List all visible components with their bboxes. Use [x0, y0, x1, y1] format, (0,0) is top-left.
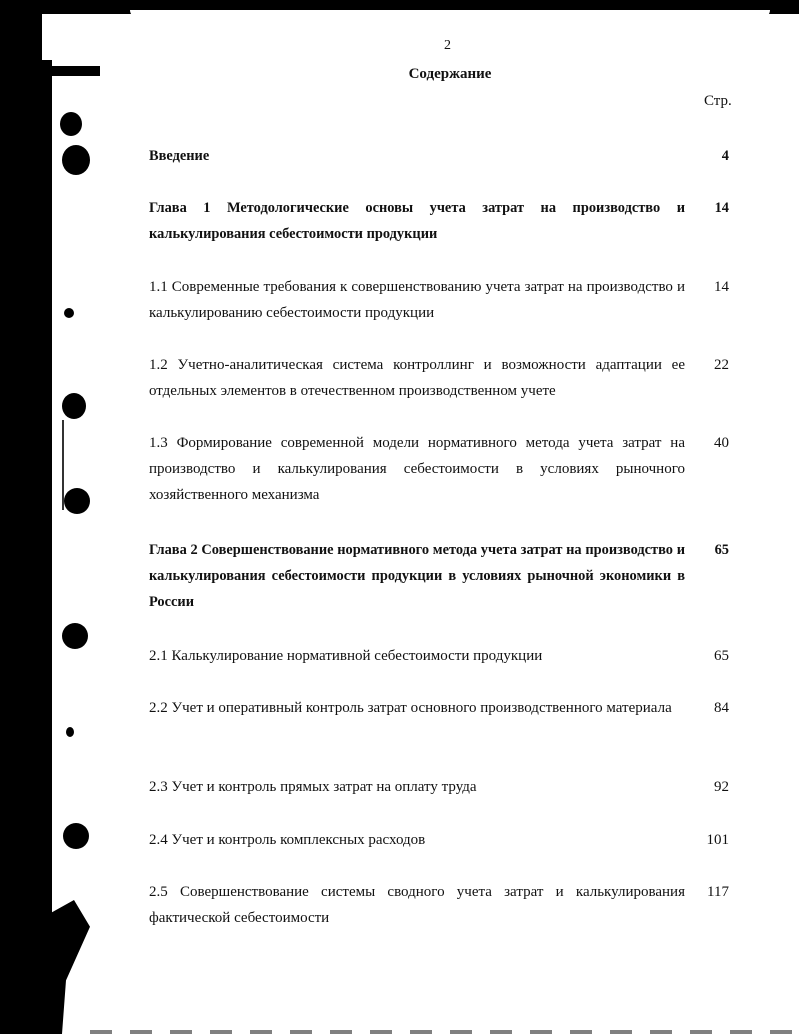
toc-entry-page: 14: [714, 200, 729, 216]
punch-hole-mark: [63, 823, 89, 849]
toc-entry-page: 14: [714, 279, 729, 295]
toc-entry-title: Глава 2 Совершенствование нормативного метода учета затрат на производство и калькулирования себестоимости продукции в условиях рыночной экономики в России: [149, 542, 685, 610]
scan-edge-left-inner: [40, 60, 52, 1034]
toc-entry-page: 101: [706, 832, 729, 848]
toc-entry-title: 1.3 Формирование современной модели нормативного метода учета затрат на производство и калькулирования себестоимости в условиях рыночного хозяйственного механизма: [149, 435, 685, 503]
punch-hole-mark: [66, 727, 74, 737]
toc-entry-title: 1.2 Учетно-аналитическая система контроллинг и возможности адаптации ее отдельных элементов в отечественном производственном учете: [149, 357, 685, 399]
page-number: 2: [444, 38, 451, 53]
page-column-label: Стр.: [704, 93, 732, 109]
toc-entry-title: 2.1 Калькулирование нормативной себестоимости продукции: [149, 648, 543, 664]
toc-entry-section-1-1: [149, 274, 729, 326]
toc-entry-title: 1.1 Современные требования к совершенствованию учета затрат на производство и калькулированию себестоимости продукции: [149, 279, 685, 321]
punch-hole-mark: [62, 623, 88, 649]
punch-hole-mark: [64, 488, 90, 514]
scan-streak: [62, 420, 64, 510]
toc-entry-title: 2.4 Учет и контроль комплексных расходов: [149, 832, 426, 848]
toc-entry-section-2-5: [149, 879, 729, 931]
toc-entry-introduction: [149, 143, 729, 169]
punch-hole-mark: [62, 145, 90, 175]
punch-hole-mark: [62, 393, 86, 419]
toc-entry-page: 40: [714, 435, 729, 451]
toc-entry-section-1-2: [149, 352, 729, 404]
toc-entry-title: 2.2 Учет и оперативный контроль затрат основного производственного материала: [149, 700, 672, 716]
toc-entry-page: 4: [721, 148, 729, 164]
scan-edge-top-light: [130, 10, 770, 18]
toc-entry-section-1-3: [149, 430, 729, 508]
toc-entry-page: 65: [714, 542, 729, 558]
scan-edge-left: [0, 0, 42, 1034]
toc-entry-section-2-1: [149, 643, 729, 669]
toc-entry-page: 84: [714, 700, 729, 716]
toc-entry-title: 2.5 Совершенствование системы сводного учета затрат и калькулирования фактической себестоимости: [149, 884, 685, 926]
page-title: Содержание: [408, 66, 492, 82]
toc-entry-section-2-4: [149, 827, 729, 853]
toc-entry-page: 92: [714, 779, 729, 795]
punch-hole-mark: [64, 308, 74, 318]
toc-entry-title: Введение: [149, 148, 210, 164]
toc-entry-page: 65: [714, 648, 729, 664]
toc-entry-section-2-3: [149, 774, 729, 800]
toc-entry-chapter-2: [149, 537, 729, 615]
toc-entry-section-2-2: [149, 695, 729, 721]
toc-entry-title: Глава 1 Методологические основы учета затрат на производство и калькулирования себестоимости продукции: [149, 200, 685, 242]
toc-entry-title: 2.3 Учет и контроль прямых затрат на оплату труда: [149, 779, 477, 795]
toc-entry-page: 22: [714, 357, 729, 373]
toc-entry-page: 117: [707, 884, 729, 900]
toc-entry-chapter-1: [149, 195, 729, 247]
punch-hole-mark: [60, 112, 82, 136]
scan-edge-bottom: [90, 1030, 799, 1034]
scan-edge-left-bottom: [50, 900, 90, 1034]
